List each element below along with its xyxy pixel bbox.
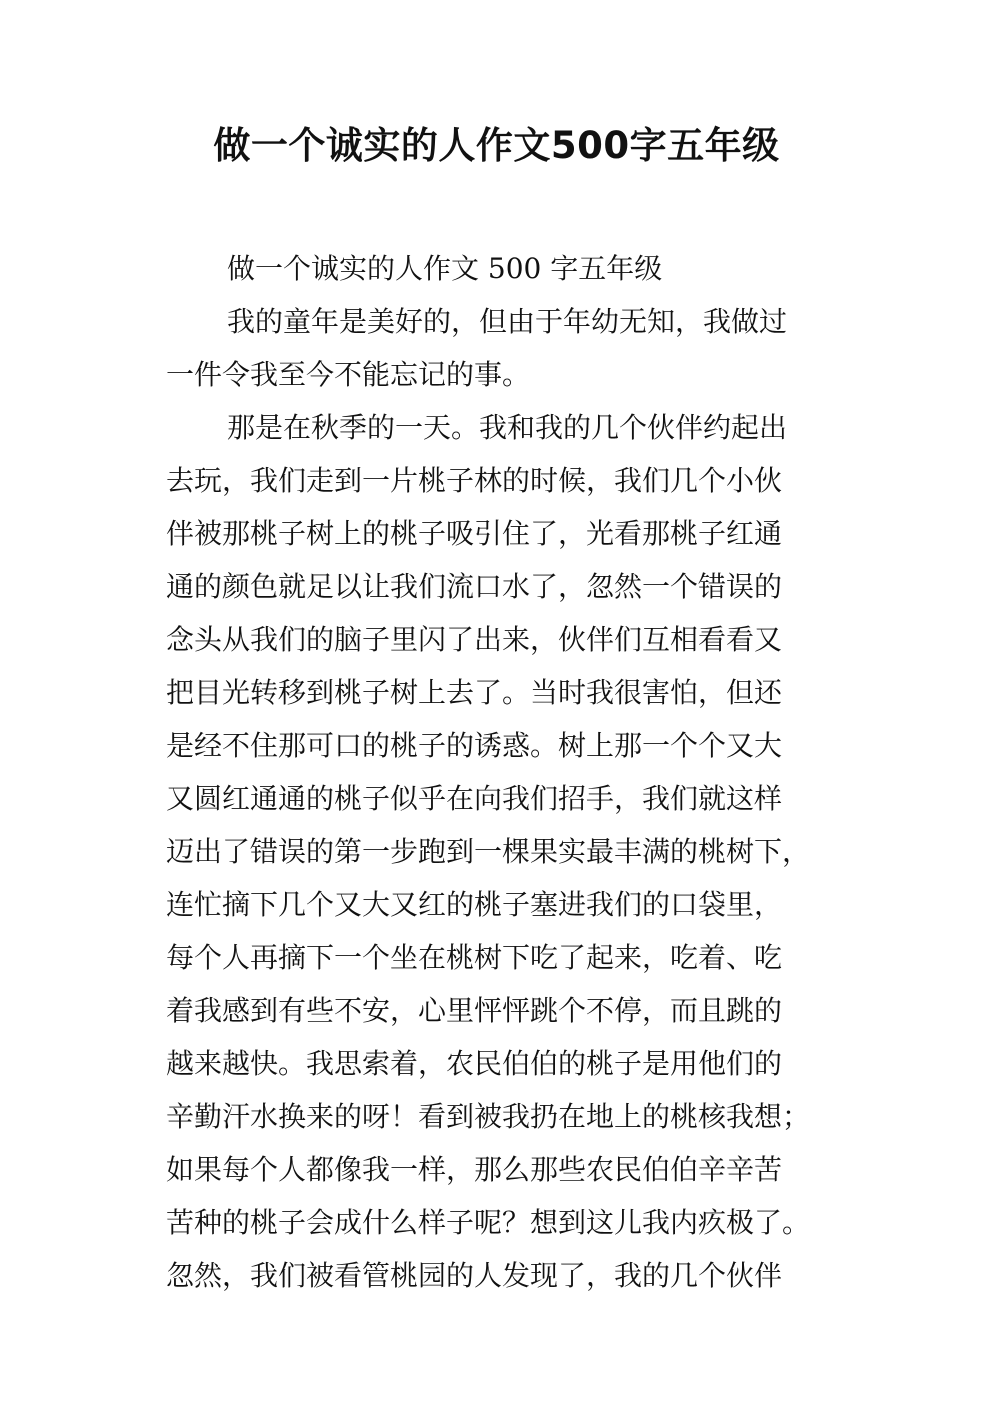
paragraph-line: 每个人再摘下一个坐在桃树下吃了起来，吃着、吃 — [166, 941, 783, 974]
paragraph-line: 伴被那桃子树上的桃子吸引住了，光看那桃子红通 — [166, 517, 783, 550]
paragraph-line: 如果每个人都像我一样，那么那些农民伯伯辛辛苦 — [166, 1153, 783, 1186]
paragraph-line: 忽然，我们被看管桃园的人发现了，我的几个伙伴 — [166, 1259, 783, 1292]
paragraph-line: 我的童年是美好的，但由于年幼无知，我做过 — [227, 305, 788, 338]
paragraph-line: 迈出了错误的第一步跑到一棵果实最丰满的桃树下， — [166, 835, 811, 868]
paragraph-line: 连忙摘下几个又大又红的桃子塞进我们的口袋里， — [166, 888, 783, 921]
document-title: 做一个诚实的人作文500字五年级 — [213, 124, 780, 167]
paragraph-line: 把目光转移到桃子树上去了。当时我很害怕，但还 — [166, 676, 783, 709]
paragraph-line: 越来越快。我思索着，农民伯伯的桃子是用他们的 — [166, 1047, 783, 1080]
paragraph-line: 念头从我们的脑子里闪了出来，伙伴们互相看看又 — [166, 623, 783, 656]
paragraph-line: 又圆红通通的桃子似乎在向我们招手，我们就这样 — [166, 782, 783, 815]
document-body — [166, 242, 840, 1302]
paragraph-line: 通的颜色就足以让我们流口水了，忽然一个错误的 — [166, 570, 783, 603]
paragraph-line: 苦种的桃子会成什么样子呢？想到这儿我内疚极了。 — [166, 1206, 811, 1239]
paragraph-line: 辛勤汗水换来的呀！看到被我扔在地上的桃核我想； — [166, 1100, 811, 1133]
paragraph-line: 是经不住那可口的桃子的诱惑。树上那一个个又大 — [166, 729, 783, 762]
paragraph-line: 做一个诚实的人作文 500 字五年级 — [227, 252, 663, 285]
paragraph-line: 去玩，我们走到一片桃子林的时候，我们几个小伙 — [166, 464, 783, 497]
paragraph-line: 那是在秋季的一天。我和我的几个伙伴约起出 — [227, 411, 788, 444]
paragraph-line: 着我感到有些不安，心里怦怦跳个不停，而且跳的 — [166, 994, 783, 1027]
paragraph-line: 一件令我至今不能忘记的事。 — [166, 358, 531, 391]
